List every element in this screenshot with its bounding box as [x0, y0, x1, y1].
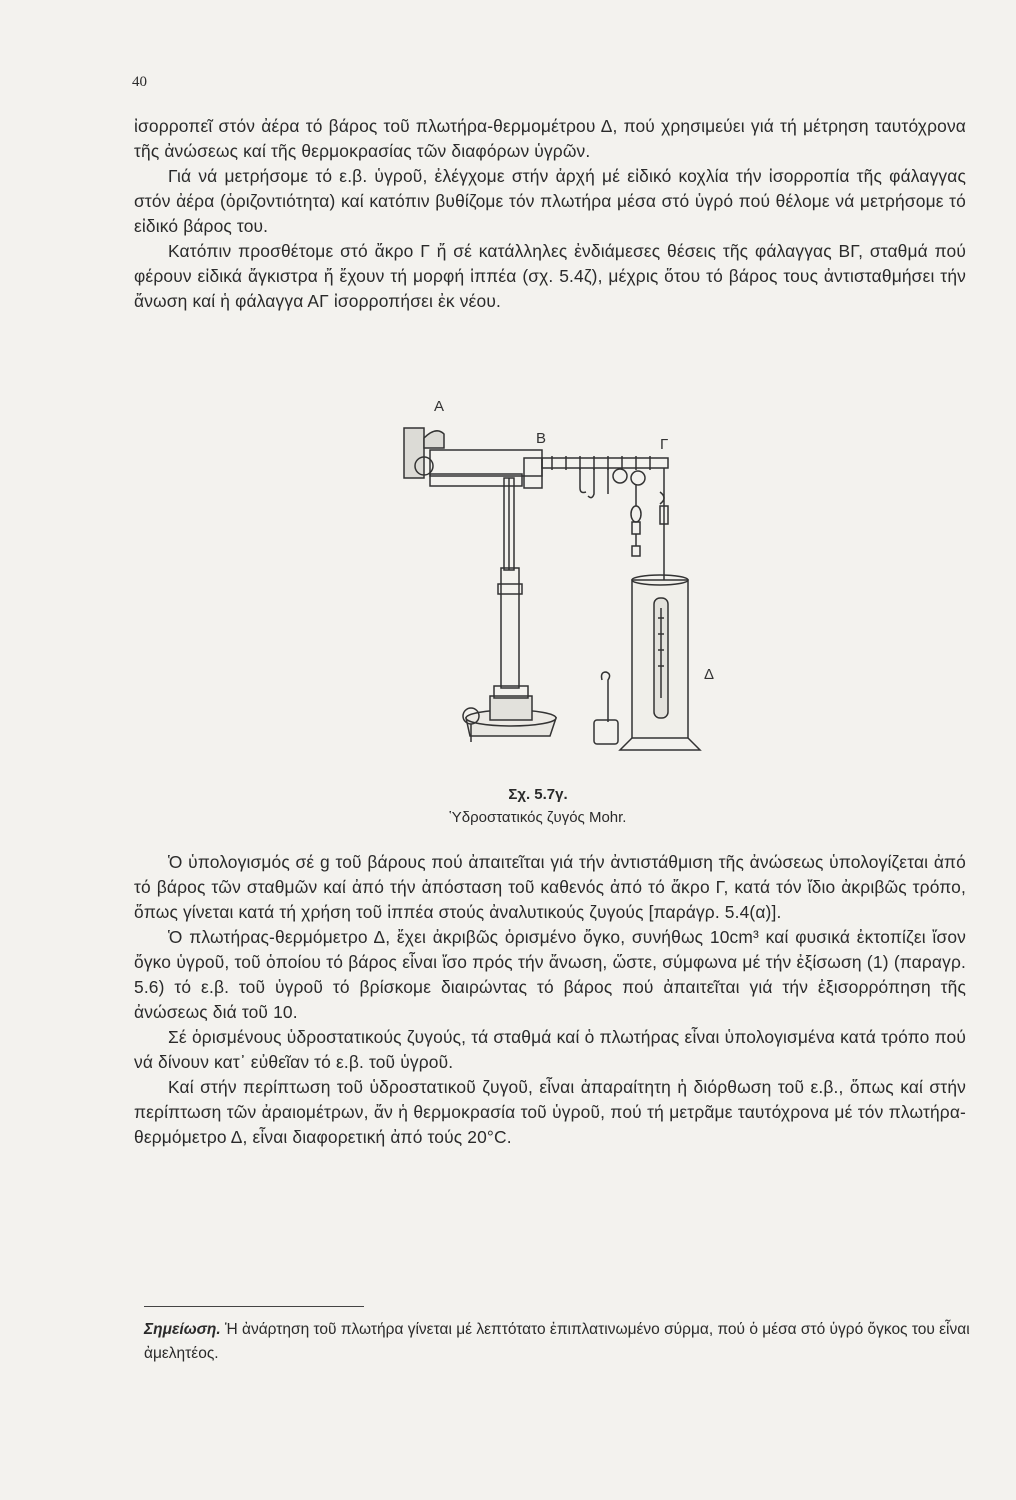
intro-text — [134, 114, 966, 314]
label-b: Β — [536, 430, 547, 447]
paragraph: Ὁ ὑπολογισμός σέ g τοῦ βάρους πού ἀπαιτεῖται γιά τήν ἀντιστάθμιση τῆς ἀνώσεως ὑπολογίζεται ἀπό τό βάρος τῶν σταθμῶν καί ἀπό τήν ἀπόσταση τοῦ καθενός ἀπό τό ἄκρο Γ, κατά τόν ἴδιο ἀκριβῶς τρόπο, ὅπως γίνεται κατά τή χρήση τοῦ ἱππέα στούς ἀναλυτικούς ζυγούς [παράγρ. 5.4(α)]. — [134, 852, 966, 922]
footnote — [144, 1318, 974, 1366]
paragraph: Ὁ πλωτήρας-θερμόμετρο Δ, ἔχει ἀκριβῶς ὁρισμένο ὄγκο, συνήθως 10cm³ καί φυσικά ἐκτοπίζει ἴσον ὄγκο ὑγροῦ, τοῦ ὁποίου τό βάρος εἶναι ἴσο πρός τήν ἄνωση, ὥστε, σύμφωνα μέ τήν ἐξίσωση (1) (παραγρ. 5.6) τό ε.β. τοῦ ὑγροῦ τό βρίσκομε διαιρώντας τό βάρος πού ἀπαιτεῖται γιά τήν ἐξισορρόπηση τῆς ἀνώσεως διά τοῦ 10. — [134, 927, 966, 1022]
paragraph: Σέ ὁρισμένους ὑδροστατικούς ζυγούς, τά σταθμά καί ὁ πλωτήρας εἶναι ὑπολογισμένα κατά τρόπο πού νά δίνουν κατ᾽ εὐθεῖαν τό ε.β. τοῦ ὑγροῦ. — [134, 1027, 966, 1072]
footnote-label: Σημείωση. — [144, 1321, 221, 1338]
paragraph: ἰσορροπεῖ στόν ἀέρα τό βάρος τοῦ πλωτήρα-θερμομέτρου Δ, πού χρησιμεύει γιά τή μέτρηση ταυτόχρονα τῆς ἀνώσεως καί τῆς θερμοκρασίας τῶν διαφόρων ὑγρῶν. — [134, 116, 966, 161]
label-d: Δ — [704, 666, 715, 683]
figure-caption: Ὑδροστατικός ζυγός Mohr. — [449, 809, 627, 826]
paragraph: Κατόπιν προσθέτομε στό ἄκρο Γ ἤ σέ κατάλληλες ἐνδιάμεσες θέσεις τῆς φάλαγγας ΒΓ, σταθμά πού φέρουν εἰδικά ἄγκιστρα ἤ ἔχουν τή μορφή ἱππέα (σχ. 5.4ζ), μέχρις ὅτου τό βάρος τους ἀντισταθμήσει τήν ἄνωση καί ἡ φάλαγγα ΑΓ ἰσορροπήσει ἐκ νέου. — [134, 241, 966, 311]
mohr-balance-drawing — [370, 398, 710, 778]
mohr-balance-figure — [370, 398, 715, 778]
footnote-text: Ἡ ἀνάρτηση τοῦ πλωτήρα γίνεται μέ λεπτότατο ἐπιπλατινωμένο σύρμα, πού ὁ μέσα στό ὑγρό ὄγκος του εἶναι ἀμελητέος. — [144, 1321, 970, 1362]
page-number: 40 — [132, 74, 147, 90]
label-g: Γ — [660, 436, 669, 453]
label-a: Α — [434, 398, 445, 415]
paragraph: Γιά νά μετρήσομε τό ε.β. ὑγροῦ, ἐλέγχομε στήν ἀρχή μέ εἰδικό κοχλία τήν ἰσορροπία τῆς φάλαγγας στόν ἀέρα (ὁριζοντιότητα) καί κατόπιν βυθίζομε τόν πλωτήρα μέσα στό ὑγρό πού θέλομε νά μετρήσομε τό εἰδικό βάρος του. — [134, 166, 966, 236]
body-text — [134, 850, 966, 1150]
footnote-divider — [144, 1306, 364, 1307]
figure-number: Σχ. 5.7γ. — [508, 786, 568, 803]
paragraph: Καί στήν περίπτωση τοῦ ὑδροστατικοῦ ζυγοῦ, εἶναι ἀπαραίτητη ἡ διόρθωση τοῦ ε.β., ὅπως καί στήν περίπτωση τῶν ἀραιομέτρων, ἄν ἡ θερμοκρασία τοῦ ὑγροῦ, πού τή μετρᾶμε ταυτόχρονα μέ τόν πλωτήρα-θερμόμετρο Δ, εἶναι διαφορετική ἀπό τούς 20°C. — [134, 1077, 966, 1147]
